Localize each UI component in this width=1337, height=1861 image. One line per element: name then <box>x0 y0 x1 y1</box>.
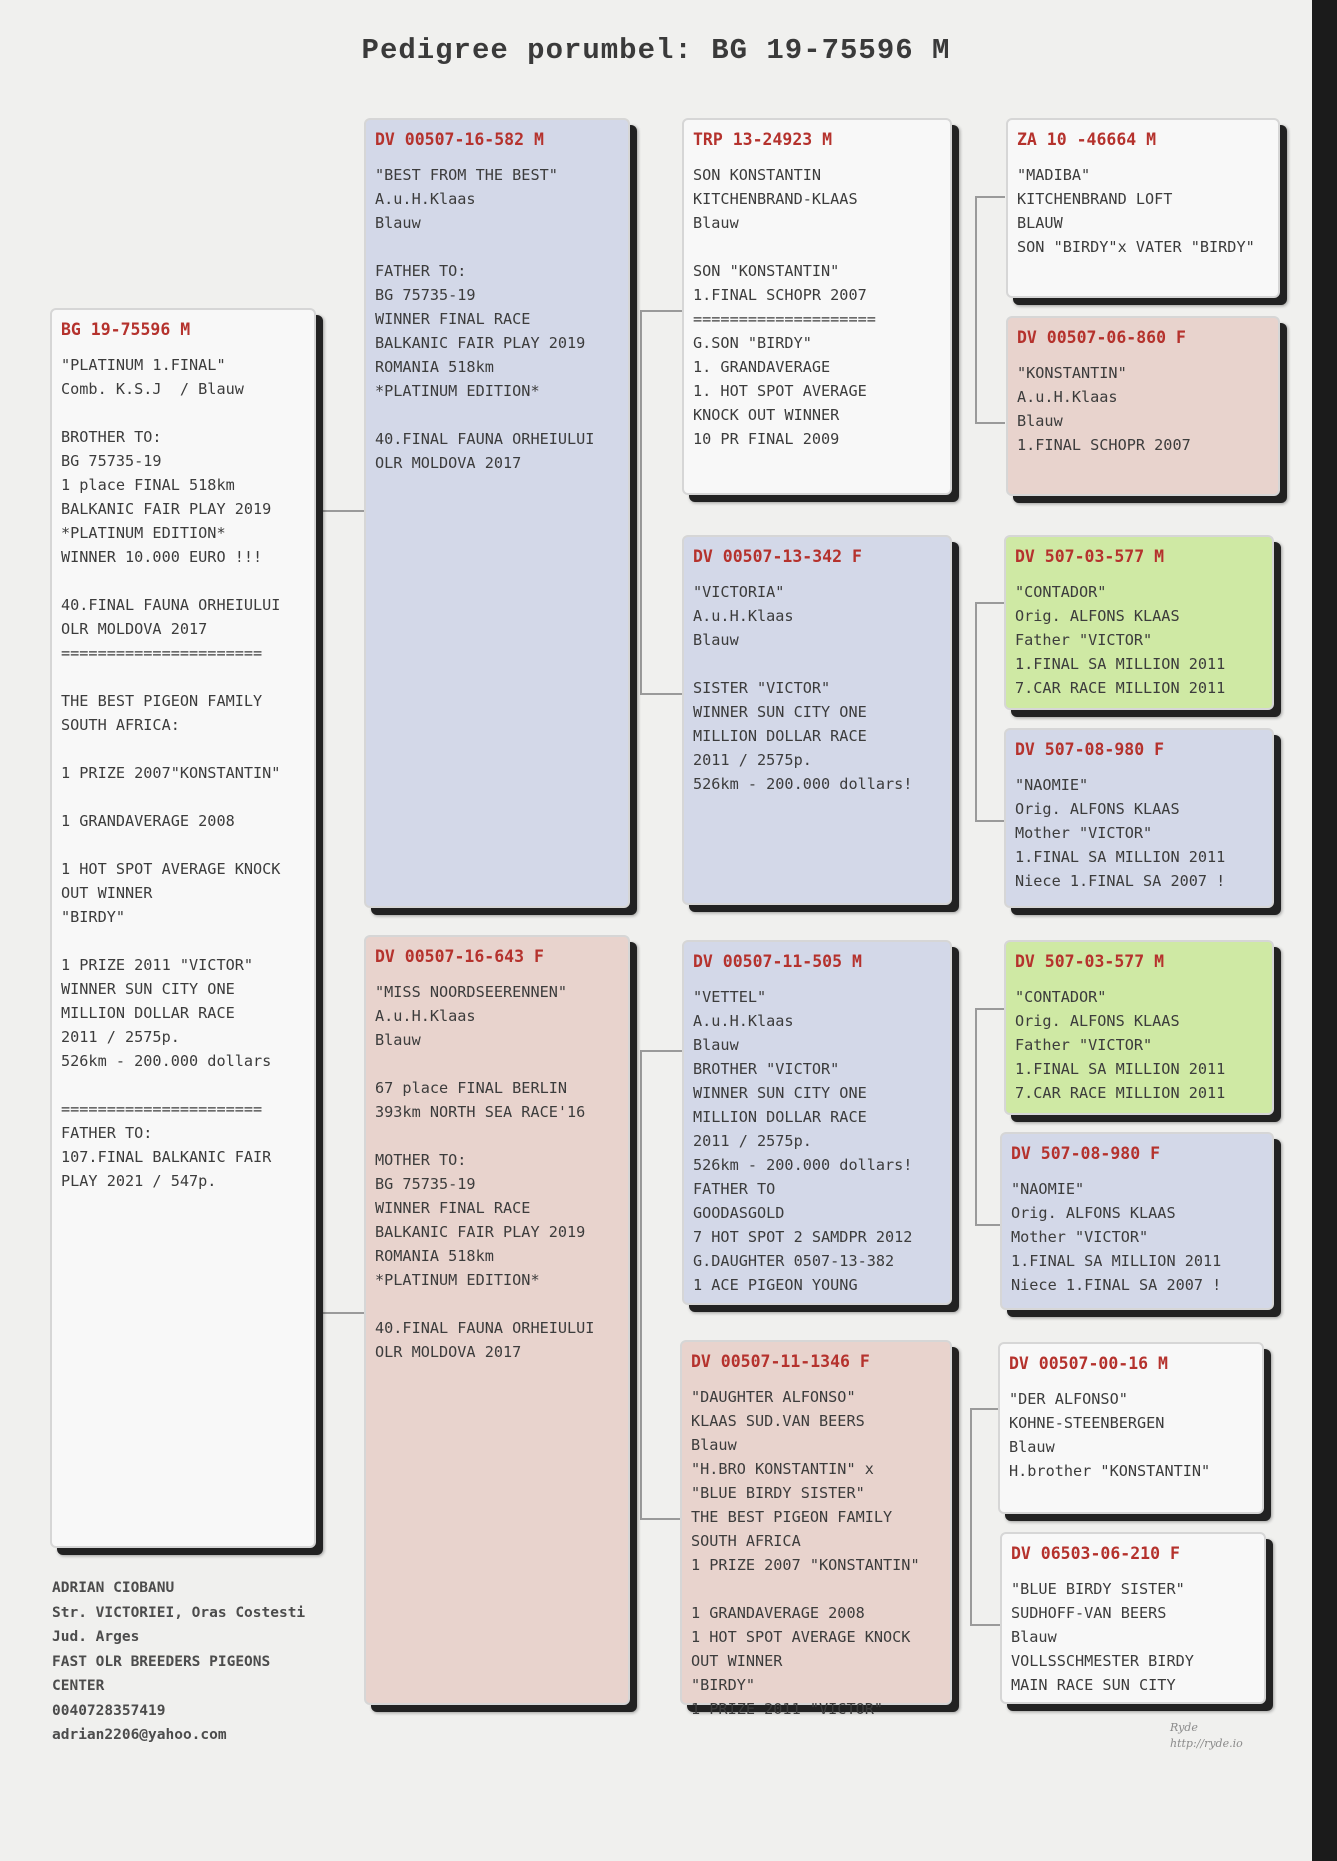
pigeon-card-paternal-grandmother[interactable] <box>682 535 952 905</box>
pigeon-card-father[interactable] <box>364 118 630 908</box>
pigeon-card-maternal-grandmother[interactable] <box>680 1340 952 1718</box>
pigeon-details: "MADIBA" KITCHENBRAND LOFT BLAUW SON "BIRDY"x VATER "BIRDY" <box>1017 166 1255 256</box>
pigeon-card-mother[interactable] <box>364 935 630 1705</box>
pigeon-details: "DAUGHTER ALFONSO" KLAAS SUD.VAN BEERS Blauw "H.BRO KONSTANTIN" x "BLUE BIRDY SISTER" THE BEST PIGEON FAMILY SOUTH AFRICA 1 PRIZE 2007 "KONSTANTIN" 1 GRANDAVERAGE 2008 1 HOT SPOT AVERAGE KNOCK OUT WINNER "BIRDY" 1 PRIZE 2011 "VICTOR" <box>691 1388 920 1718</box>
breeder-phone[interactable]: 0040728357419 <box>52 1702 166 1719</box>
pigeon-card-ggp-2[interactable] <box>1006 316 1280 496</box>
ring-number: DV 06503-06-210 F <box>1011 1544 1180 1563</box>
connector <box>970 1408 972 1626</box>
connector <box>970 1624 1000 1626</box>
pigeon-details: "BEST FROM THE BEST" A.u.H.Klaas Blauw FATHER TO: BG 75735-19 WINNER FINAL RACE BALKANIC FAIR PLAY 2019 ROMANIA 518km *PLATINUM EDITION* 40.FINAL FAUNA ORHEIULUI OLR MOLDOVA 2017 <box>375 166 595 472</box>
connector <box>975 1008 977 1226</box>
pigeon-details: "PLATINUM 1.FINAL" Comb. K.S.J / Blauw BROTHER TO: BG 75735-19 1 place FINAL 518km BALKANIC FAIR PLAY 2019 *PLATINUM EDITION* WINNER 10.000 EURO !!! 40.FINAL FAUNA ORHEIULUI OLR MOLDOVA 2017 ====================== THE BEST PIGEON FAMILY SOUTH AFRICA: 1 PRIZE 2007"KONSTANTIN" 1 GRANDAVERAGE 2008 1 HOT SPOT AVERAGE KNOCK OUT WINNER "BIRDY" 1 PRIZE 2011 "VICTOR" WINNER SUN CITY ONE MILLION DOLLAR RACE 2011 / 2575p. 526km - 200.000 dollars ====================== FATHER TO: 107.FINAL BALKANIC FAIR PLAY 2021 / 547p. <box>61 356 281 1190</box>
pigeon-card-ggp-7[interactable] <box>998 1342 1264 1514</box>
ring-number: ZA 10 -46664 M <box>1017 130 1157 149</box>
ring-number: DV 00507-13-342 F <box>693 547 862 566</box>
pigeon-card-ggp-8[interactable] <box>1000 1532 1266 1704</box>
pigeon-card-ggp-1[interactable] <box>1006 118 1280 298</box>
breeder-name: ADRIAN CIOBANU <box>52 1580 175 1596</box>
ring-number: DV 00507-11-1346 F <box>691 1352 870 1371</box>
connector <box>975 1008 1005 1010</box>
connector <box>640 1518 682 1520</box>
ring-number: DV 507-08-980 F <box>1015 740 1165 759</box>
ring-number: DV 00507-06-860 F <box>1017 328 1186 347</box>
breeder-org: FAST OLR BREEDERS PIGEONS <box>52 1653 271 1670</box>
ring-number: DV 507-03-577 M <box>1015 547 1165 566</box>
connector <box>975 820 1005 822</box>
pigeon-details: "CONTADOR" Orig. ALFONS KLAAS Father "VICTOR" 1.FINAL SA MILLION 2011 7.CAR RACE MILLION 2011 <box>1015 583 1226 697</box>
signature-text: Ryde <box>1170 1721 1198 1734</box>
connector <box>318 1312 364 1314</box>
ring-number: DV 00507-11-505 M <box>693 952 862 971</box>
breeder-org-cont: CENTER <box>52 1678 105 1694</box>
ring-number: DV 00507-16-643 F <box>375 947 544 966</box>
ring-number: BG 19-75596 M <box>61 320 191 339</box>
connector <box>640 310 642 695</box>
ring-number: DV 00507-16-582 M <box>375 130 544 149</box>
ring-number: DV 00507-00-16 M <box>1009 1354 1168 1373</box>
connector <box>640 310 682 312</box>
pigeon-card-ggp-3[interactable] <box>1004 535 1274 710</box>
pigeon-details: "KONSTANTIN" A.u.H.Klaas Blauw 1.FINAL SCHOPR 2007 <box>1017 364 1191 454</box>
connector <box>318 510 320 1314</box>
pigeon-card-ggp-5[interactable] <box>1004 940 1274 1115</box>
ring-number: DV 507-03-577 M <box>1015 952 1165 971</box>
pigeon-details: SON KONSTANTIN KITCHENBRAND-KLAAS Blauw SON "KONSTANTIN" 1.FINAL SCHOPR 2007 ==================== G.SON "BIRDY" 1. GRANDAVERAGE 1. HOT SPOT AVERAGE KNOCK OUT WINNER 10 PR FINAL 2009 <box>693 166 876 448</box>
breeder-street: Str. VICTORIEI, Oras Costesti <box>52 1604 306 1621</box>
pigeon-card-maternal-grandfather[interactable] <box>682 940 952 1305</box>
pigeon-details: "DER ALFONSO" KOHNE-STEENBERGEN Blauw H.brother "KONSTANTIN" <box>1009 1390 1211 1480</box>
connector <box>975 196 977 424</box>
connector <box>975 422 1005 424</box>
connector <box>975 602 977 822</box>
connector <box>318 510 364 512</box>
connector <box>640 693 682 695</box>
pigeon-card-paternal-grandfather[interactable] <box>682 118 952 495</box>
breeder-county: Jud. Arges <box>52 1629 140 1645</box>
pigeon-details: "CONTADOR" Orig. ALFONS KLAAS Father "VICTOR" 1.FINAL SA MILLION 2011 7.CAR RACE MILLION 2011 <box>1015 988 1226 1102</box>
pigeon-card-subject[interactable] <box>50 308 316 1548</box>
pigeon-details: "BLUE BIRDY SISTER" SUDHOFF-VAN BEERS Blauw VOLLSSCHMESTER BIRDY MAIN RACE SUN CITY <box>1011 1580 1194 1694</box>
page-title: Pedigree porumbel: BG 19-75596 M <box>361 34 951 67</box>
connector <box>640 1050 642 1520</box>
connector <box>975 602 1005 604</box>
pigeon-details: "MISS NOORDSEERENNEN" A.u.H.Klaas Blauw 67 place FINAL BERLIN 393km NORTH SEA RACE'16 MOTHER TO: BG 75735-19 WINNER FINAL RACE BALKANIC FAIR PLAY 2019 ROMANIA 518km *PLATINUM EDITION* 40.FINAL FAUNA ORHEIULUI OLR MOLDOVA 2017 <box>375 983 595 1361</box>
connector <box>975 196 1005 198</box>
pigeon-card-ggp-4[interactable] <box>1004 728 1274 908</box>
signature-url: http://ryde.io <box>1170 1737 1243 1750</box>
pigeon-card-ggp-6[interactable] <box>1000 1132 1274 1310</box>
breeder-email[interactable]: adrian2206@yahoo.com <box>52 1727 227 1743</box>
signature-mark <box>1170 1720 1243 1752</box>
pigeon-details: "VICTORIA" A.u.H.Klaas Blauw SISTER "VICTOR" WINNER SUN CITY ONE MILLION DOLLAR RACE 2011 / 2575p. 526km - 200.000 dollars! <box>693 583 913 793</box>
ring-number: TRP 13-24923 M <box>693 130 833 149</box>
pigeon-details: "VETTEL" A.u.H.Klaas Blauw BROTHER "VICTOR" WINNER SUN CITY ONE MILLION DOLLAR RACE 2011 / 2575p. 526km - 200.000 dollars! FATHER TO GOODASGOLD 7 HOT SPOT 2 SAMDPR 2012 G.DAUGHTER 0507-13-382 1 ACE PIGEON YOUNG <box>693 988 913 1294</box>
pigeon-details: "NAOMIE" Orig. ALFONS KLAAS Mother "VICTOR" 1.FINAL SA MILLION 2011 Niece 1.FINAL SA 2007 ! <box>1015 776 1226 890</box>
connector <box>640 1050 682 1052</box>
pigeon-details: "NAOMIE" Orig. ALFONS KLAAS Mother "VICTOR" 1.FINAL SA MILLION 2011 Niece 1.FINAL SA 2007 ! <box>1011 1180 1222 1294</box>
ring-number: DV 507-08-980 F <box>1011 1144 1161 1163</box>
breeder-info <box>52 1576 382 1748</box>
connector <box>970 1408 1000 1410</box>
